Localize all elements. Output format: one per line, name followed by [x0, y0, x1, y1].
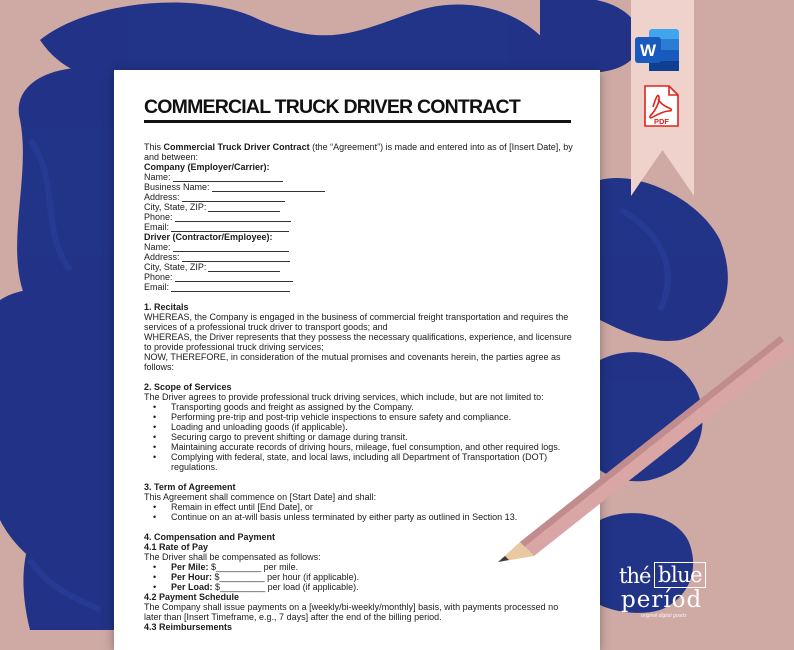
pay-text: $_________ per hour (if applicable).	[212, 572, 360, 582]
list-item	[144, 572, 576, 582]
pay-label: Per Mile:	[171, 562, 209, 572]
field-blank[interactable]	[173, 242, 289, 252]
subsection-heading: 4.3 Reimbursements	[144, 622, 233, 632]
field-label: City, State, ZIP:	[144, 262, 207, 272]
company-email-field[interactable]	[144, 222, 576, 232]
section-text: The Company shall issue payments on a [weekly/bi-weekly/monthly] basis, with payments processed no later than [Insert Timeframe, e.g., 7 days] after the end of the billing period.	[144, 602, 559, 622]
subsection-heading: 4.2 Payment Schedule	[144, 592, 240, 602]
pay-text: $_________ per mile.	[208, 562, 299, 572]
document-title: COMMERCIAL TRUCK DRIVER CONTRACT	[144, 96, 520, 118]
field-blank[interactable]	[182, 252, 290, 262]
list-item: • Transporting goods and freight as assigned by the Company.	[144, 402, 576, 412]
field-blank[interactable]	[175, 212, 291, 222]
field-label: Email:	[144, 282, 170, 292]
pay-label: Per Load:	[171, 582, 213, 592]
list-item: • Remain in effect until [End Date], or	[144, 502, 576, 512]
field-blank[interactable]	[171, 222, 289, 232]
field-label: Email:	[144, 222, 170, 232]
section-heading: 4. Compensation and Payment	[144, 532, 276, 542]
field-blank[interactable]	[212, 182, 325, 192]
brand-word-period: períod	[621, 587, 703, 613]
driver-city-field[interactable]	[144, 262, 576, 272]
pdf-label: PDF	[654, 117, 669, 126]
section-heading: 1. Recitals	[144, 302, 189, 312]
driver-address-field[interactable]	[144, 252, 576, 262]
driver-email-field[interactable]	[144, 282, 576, 292]
intro-text-end: (the “Agreement”) is made and entered into as of [Insert Date], by and between:	[144, 142, 573, 162]
list-item: • Continue on an at-will basis unless terminated by either party as outlined in Section 13.	[144, 512, 576, 522]
section-text: The Driver shall be compensated as follows:	[144, 552, 321, 562]
intro-paragraph	[144, 142, 576, 162]
list-item: • Complying with federal, state, and local laws, including all Department of Transportation (DOT) regulations.	[144, 452, 576, 472]
recital-paragraph: WHEREAS, the Company is engaged in the business of commercial freight transportation and requires the services of a professional truck driver to transport goods; and	[144, 312, 569, 332]
company-phone-field[interactable]	[144, 212, 576, 222]
section-text: This Agreement shall commence on [Start Date] and shall:	[144, 492, 377, 502]
list-item: • Securing cargo to prevent shifting or damage during transit.	[144, 432, 576, 442]
field-label: Phone:	[144, 272, 173, 282]
driver-name-field[interactable]	[144, 242, 576, 252]
company-name-field[interactable]	[144, 172, 576, 182]
company-address-field[interactable]	[144, 192, 576, 202]
section-heading: 3. Term of Agreement	[144, 482, 236, 492]
company-heading: Company (Employer/Carrier):	[144, 162, 270, 172]
company-business-name-field[interactable]	[144, 182, 576, 192]
field-label: Address:	[144, 252, 180, 262]
field-blank[interactable]	[182, 192, 285, 202]
word-file-icon[interactable]	[635, 29, 679, 71]
pay-label: Per Hour:	[171, 572, 213, 582]
field-blank[interactable]	[173, 172, 283, 182]
field-blank[interactable]	[208, 202, 280, 212]
title-underline	[144, 120, 571, 123]
field-blank[interactable]	[171, 282, 290, 292]
field-label: City, State, ZIP:	[144, 202, 207, 212]
brand-word-blue: blue	[654, 562, 706, 588]
brand-logo	[617, 560, 701, 620]
field-label: Name:	[144, 172, 171, 182]
pdf-file-icon[interactable]	[643, 85, 679, 127]
section-text: The Driver agrees to provide professional truck driving services, which include, but are not limited to:	[144, 392, 544, 402]
section-heading: 2. Scope of Services	[144, 382, 232, 392]
list-item: • Maintaining accurate records of driving hours, mileage, fuel consumption, and other required logs.	[144, 442, 576, 452]
field-label: Address:	[144, 192, 180, 202]
pay-text: $_________ per load (if applicable).	[212, 582, 359, 592]
company-city-field[interactable]	[144, 202, 576, 212]
subsection-heading: 4.1 Rate of Pay	[144, 542, 209, 552]
list-item: • Performing pre-trip and post-trip vehicle inspections to ensure safety and compliance.	[144, 412, 576, 422]
intro-text-start: This	[144, 142, 164, 152]
driver-heading: Driver (Contractor/Employee):	[144, 232, 273, 242]
intro-contract-name: Commercial Truck Driver Contract	[163, 142, 310, 152]
list-item	[144, 582, 576, 592]
recital-paragraph: WHEREAS, the Driver represents that they possess the necessary qualifications, experience, and licensure to provide professional truck driving services;	[144, 332, 572, 352]
brand-word-the: thé	[619, 564, 651, 588]
word-letter: W	[639, 41, 657, 60]
field-blank[interactable]	[175, 272, 293, 282]
list-item: • Loading and unloading goods (if applicable).	[144, 422, 576, 432]
field-blank[interactable]	[208, 262, 280, 272]
pencil-illustration	[480, 320, 794, 570]
brand-tagline: original digital goods	[641, 613, 687, 619]
field-label: Phone:	[144, 212, 173, 222]
field-label: Business Name:	[144, 182, 210, 192]
field-label: Name:	[144, 242, 171, 252]
driver-phone-field[interactable]	[144, 272, 576, 282]
recital-paragraph: NOW, THEREFORE, in consideration of the mutual promises and covenants herein, the parties agree as follows:	[144, 352, 561, 372]
